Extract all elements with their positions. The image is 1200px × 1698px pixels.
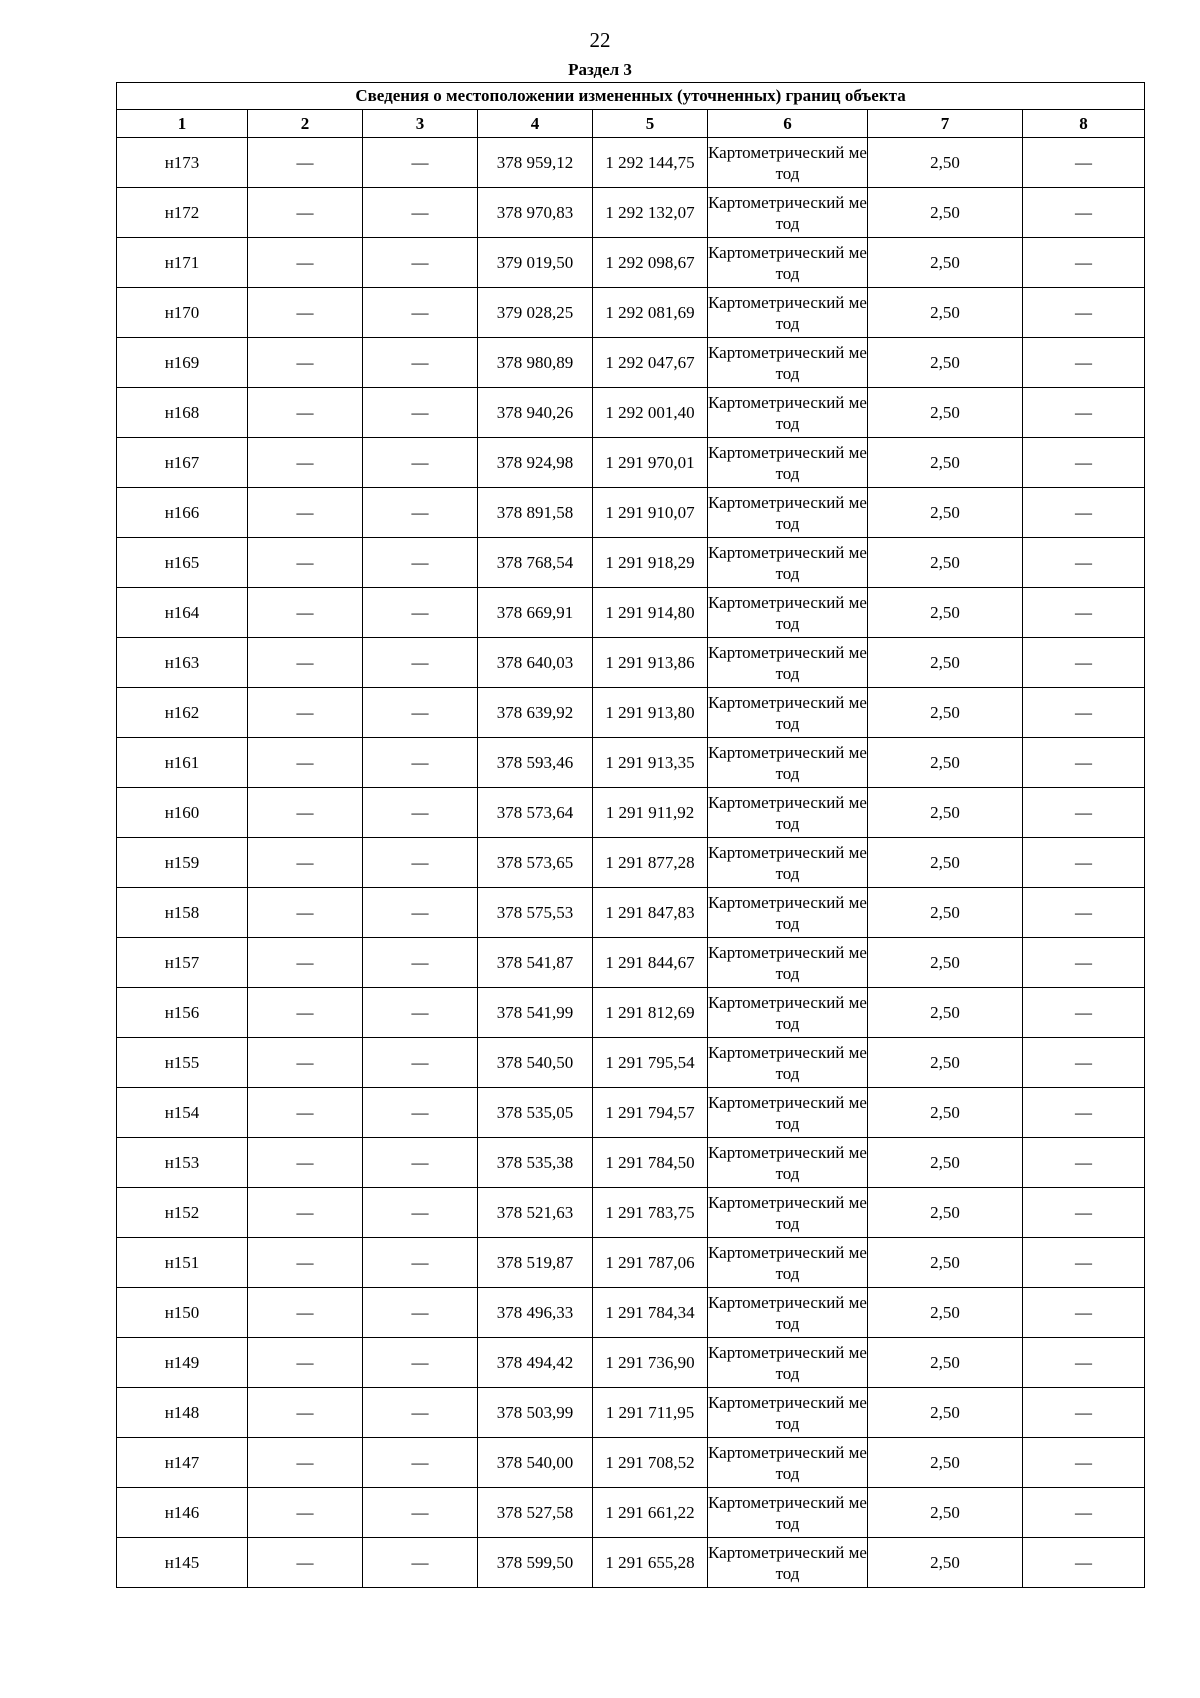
x-coordinate-cell: 378 519,87 bbox=[478, 1238, 593, 1288]
point-cell: н168 bbox=[117, 388, 248, 438]
point-cell: н148 bbox=[117, 1388, 248, 1438]
method-cell: Картометрический метод bbox=[708, 1238, 868, 1288]
col8-cell: — bbox=[1023, 638, 1145, 688]
x-coordinate-cell: 378 970,83 bbox=[478, 188, 593, 238]
point-cell: н152 bbox=[117, 1188, 248, 1238]
y-coordinate-cell: 1 291 913,86 bbox=[593, 638, 708, 688]
col8-cell: — bbox=[1023, 538, 1145, 588]
y-coordinate-cell: 1 292 081,69 bbox=[593, 288, 708, 338]
y-coordinate-cell: 1 291 970,01 bbox=[593, 438, 708, 488]
table-caption: Сведения о местоположении измененных (уточненных) границ объекта bbox=[117, 83, 1145, 110]
point-cell: н169 bbox=[117, 338, 248, 388]
col2-cell: — bbox=[248, 538, 363, 588]
y-coordinate-cell: 1 292 132,07 bbox=[593, 188, 708, 238]
accuracy-cell: 2,50 bbox=[868, 788, 1023, 838]
accuracy-cell: 2,50 bbox=[868, 888, 1023, 938]
point-cell: н158 bbox=[117, 888, 248, 938]
col3-cell: — bbox=[363, 288, 478, 338]
x-coordinate-cell: 378 980,89 bbox=[478, 338, 593, 388]
method-cell: Картометрический метод bbox=[708, 1288, 868, 1338]
method-cell: Картометрический метод bbox=[708, 388, 868, 438]
point-cell: н167 bbox=[117, 438, 248, 488]
method-cell: Картометрический метод bbox=[708, 688, 868, 738]
accuracy-cell: 2,50 bbox=[868, 538, 1023, 588]
method-cell: Картометрический метод bbox=[708, 488, 868, 538]
method-cell: Картометрический метод bbox=[708, 438, 868, 488]
table-row bbox=[117, 1538, 1145, 1588]
col3-cell: — bbox=[363, 738, 478, 788]
x-coordinate-cell: 378 541,87 bbox=[478, 938, 593, 988]
accuracy-cell: 2,50 bbox=[868, 1288, 1023, 1338]
table-row bbox=[117, 1038, 1145, 1088]
y-coordinate-cell: 1 291 911,92 bbox=[593, 788, 708, 838]
table-row bbox=[117, 1238, 1145, 1288]
method-cell: Картометрический метод bbox=[708, 338, 868, 388]
x-coordinate-cell: 378 527,58 bbox=[478, 1488, 593, 1538]
y-coordinate-cell: 1 291 736,90 bbox=[593, 1338, 708, 1388]
col3-cell: — bbox=[363, 188, 478, 238]
col2-cell: — bbox=[248, 1538, 363, 1588]
point-cell: н154 bbox=[117, 1088, 248, 1138]
col2-cell: — bbox=[248, 638, 363, 688]
col8-cell: — bbox=[1023, 138, 1145, 188]
col3-cell: — bbox=[363, 988, 478, 1038]
point-cell: н164 bbox=[117, 588, 248, 638]
col8-cell: — bbox=[1023, 438, 1145, 488]
col2-cell: — bbox=[248, 438, 363, 488]
col3-cell: — bbox=[363, 1488, 478, 1538]
point-cell: н149 bbox=[117, 1338, 248, 1388]
table-row bbox=[117, 838, 1145, 888]
col3-cell: — bbox=[363, 638, 478, 688]
y-coordinate-cell: 1 291 812,69 bbox=[593, 988, 708, 1038]
point-cell: н147 bbox=[117, 1438, 248, 1488]
col8-cell: — bbox=[1023, 688, 1145, 738]
col3-cell: — bbox=[363, 388, 478, 438]
table-row bbox=[117, 1138, 1145, 1188]
col3-cell: — bbox=[363, 1238, 478, 1288]
col8-cell: — bbox=[1023, 1288, 1145, 1338]
y-coordinate-cell: 1 291 661,22 bbox=[593, 1488, 708, 1538]
table-row bbox=[117, 388, 1145, 438]
table-row bbox=[117, 988, 1145, 1038]
col2-cell: — bbox=[248, 938, 363, 988]
accuracy-cell: 2,50 bbox=[868, 688, 1023, 738]
column-number-4: 4 bbox=[478, 110, 593, 138]
method-cell: Картометрический метод bbox=[708, 1188, 868, 1238]
point-cell: н156 bbox=[117, 988, 248, 1038]
method-cell: Картометрический метод bbox=[708, 638, 868, 688]
col2-cell: — bbox=[248, 1488, 363, 1538]
y-coordinate-cell: 1 291 784,34 bbox=[593, 1288, 708, 1338]
col8-cell: — bbox=[1023, 838, 1145, 888]
accuracy-cell: 2,50 bbox=[868, 1338, 1023, 1388]
table-row bbox=[117, 1388, 1145, 1438]
column-number-6: 6 bbox=[708, 110, 868, 138]
method-cell: Картометрический метод bbox=[708, 538, 868, 588]
col2-cell: — bbox=[248, 238, 363, 288]
section-title: Раздел 3 bbox=[568, 60, 632, 79]
col8-cell: — bbox=[1023, 888, 1145, 938]
col2-cell: — bbox=[248, 1388, 363, 1438]
boundary-coordinates-table bbox=[116, 82, 1145, 1588]
method-cell: Картометрический метод bbox=[708, 838, 868, 888]
y-coordinate-cell: 1 291 795,54 bbox=[593, 1038, 708, 1088]
point-cell: н157 bbox=[117, 938, 248, 988]
x-coordinate-cell: 378 599,50 bbox=[478, 1538, 593, 1588]
col2-cell: — bbox=[248, 288, 363, 338]
col3-cell: — bbox=[363, 1338, 478, 1388]
accuracy-cell: 2,50 bbox=[868, 588, 1023, 638]
y-coordinate-cell: 1 291 910,07 bbox=[593, 488, 708, 538]
accuracy-cell: 2,50 bbox=[868, 1238, 1023, 1288]
table-row bbox=[117, 438, 1145, 488]
col2-cell: — bbox=[248, 888, 363, 938]
method-cell: Картометрический метод bbox=[708, 888, 868, 938]
col2-cell: — bbox=[248, 388, 363, 438]
accuracy-cell: 2,50 bbox=[868, 1538, 1023, 1588]
col8-cell: — bbox=[1023, 488, 1145, 538]
page-number: 22 bbox=[589, 28, 611, 52]
x-coordinate-cell: 378 593,46 bbox=[478, 738, 593, 788]
col3-cell: — bbox=[363, 888, 478, 938]
x-coordinate-cell: 378 496,33 bbox=[478, 1288, 593, 1338]
col2-cell: — bbox=[248, 488, 363, 538]
y-coordinate-cell: 1 291 655,28 bbox=[593, 1538, 708, 1588]
accuracy-cell: 2,50 bbox=[868, 338, 1023, 388]
x-coordinate-cell: 378 575,53 bbox=[478, 888, 593, 938]
accuracy-cell: 2,50 bbox=[868, 1138, 1023, 1188]
method-cell: Картометрический метод bbox=[708, 938, 868, 988]
col2-cell: — bbox=[248, 1438, 363, 1488]
table-row bbox=[117, 538, 1145, 588]
column-number-8: 8 bbox=[1023, 110, 1145, 138]
x-coordinate-cell: 378 494,42 bbox=[478, 1338, 593, 1388]
col8-cell: — bbox=[1023, 188, 1145, 238]
col8-cell: — bbox=[1023, 238, 1145, 288]
x-coordinate-cell: 378 573,64 bbox=[478, 788, 593, 838]
x-coordinate-cell: 379 019,50 bbox=[478, 238, 593, 288]
accuracy-cell: 2,50 bbox=[868, 938, 1023, 988]
y-coordinate-cell: 1 291 787,06 bbox=[593, 1238, 708, 1288]
y-coordinate-cell: 1 292 001,40 bbox=[593, 388, 708, 438]
col8-cell: — bbox=[1023, 1538, 1145, 1588]
x-coordinate-cell: 378 521,63 bbox=[478, 1188, 593, 1238]
accuracy-cell: 2,50 bbox=[868, 288, 1023, 338]
col8-cell: — bbox=[1023, 1488, 1145, 1538]
y-coordinate-cell: 1 291 847,83 bbox=[593, 888, 708, 938]
y-coordinate-cell: 1 291 913,80 bbox=[593, 688, 708, 738]
table-row bbox=[117, 738, 1145, 788]
point-cell: н161 bbox=[117, 738, 248, 788]
point-cell: н159 bbox=[117, 838, 248, 888]
col3-cell: — bbox=[363, 238, 478, 288]
table-row bbox=[117, 638, 1145, 688]
col3-cell: — bbox=[363, 1038, 478, 1088]
method-cell: Картометрический метод bbox=[708, 1538, 868, 1588]
method-cell: Картометрический метод bbox=[708, 1488, 868, 1538]
col2-cell: — bbox=[248, 1338, 363, 1388]
x-coordinate-cell: 378 640,03 bbox=[478, 638, 593, 688]
col8-cell: — bbox=[1023, 288, 1145, 338]
x-coordinate-cell: 378 669,91 bbox=[478, 588, 593, 638]
y-coordinate-cell: 1 291 711,95 bbox=[593, 1388, 708, 1438]
col3-cell: — bbox=[363, 788, 478, 838]
method-cell: Картометрический метод bbox=[708, 1438, 868, 1488]
method-cell: Картометрический метод bbox=[708, 1388, 868, 1438]
table-row bbox=[117, 788, 1145, 838]
x-coordinate-cell: 378 535,38 bbox=[478, 1138, 593, 1188]
x-coordinate-cell: 378 891,58 bbox=[478, 488, 593, 538]
method-cell: Картометрический метод bbox=[708, 738, 868, 788]
method-cell: Картометрический метод bbox=[708, 588, 868, 638]
method-cell: Картометрический метод bbox=[708, 788, 868, 838]
col3-cell: — bbox=[363, 1188, 478, 1238]
col8-cell: — bbox=[1023, 338, 1145, 388]
y-coordinate-cell: 1 292 144,75 bbox=[593, 138, 708, 188]
column-number-5: 5 bbox=[593, 110, 708, 138]
accuracy-cell: 2,50 bbox=[868, 388, 1023, 438]
accuracy-cell: 2,50 bbox=[868, 188, 1023, 238]
x-coordinate-cell: 378 639,92 bbox=[478, 688, 593, 738]
x-coordinate-cell: 378 959,12 bbox=[478, 138, 593, 188]
point-cell: н166 bbox=[117, 488, 248, 538]
col2-cell: — bbox=[248, 1288, 363, 1338]
table-row bbox=[117, 1288, 1145, 1338]
col3-cell: — bbox=[363, 1438, 478, 1488]
x-coordinate-cell: 378 940,26 bbox=[478, 388, 593, 438]
col8-cell: — bbox=[1023, 1438, 1145, 1488]
method-cell: Картометрический метод bbox=[708, 238, 868, 288]
col2-cell: — bbox=[248, 1188, 363, 1238]
accuracy-cell: 2,50 bbox=[868, 1488, 1023, 1538]
table-row bbox=[117, 1088, 1145, 1138]
table-row bbox=[117, 1438, 1145, 1488]
method-cell: Картометрический метод bbox=[708, 1088, 868, 1138]
accuracy-cell: 2,50 bbox=[868, 838, 1023, 888]
accuracy-cell: 2,50 bbox=[868, 1188, 1023, 1238]
y-coordinate-cell: 1 291 784,50 bbox=[593, 1138, 708, 1188]
point-cell: н155 bbox=[117, 1038, 248, 1088]
table-row bbox=[117, 488, 1145, 538]
method-cell: Картометрический метод bbox=[708, 1038, 868, 1088]
accuracy-cell: 2,50 bbox=[868, 1038, 1023, 1088]
col3-cell: — bbox=[363, 438, 478, 488]
col2-cell: — bbox=[248, 1038, 363, 1088]
col3-cell: — bbox=[363, 588, 478, 638]
accuracy-cell: 2,50 bbox=[868, 738, 1023, 788]
point-cell: н171 bbox=[117, 238, 248, 288]
col3-cell: — bbox=[363, 688, 478, 738]
accuracy-cell: 2,50 bbox=[868, 488, 1023, 538]
y-coordinate-cell: 1 291 913,35 bbox=[593, 738, 708, 788]
accuracy-cell: 2,50 bbox=[868, 238, 1023, 288]
accuracy-cell: 2,50 bbox=[868, 1388, 1023, 1438]
col2-cell: — bbox=[248, 1088, 363, 1138]
column-number-2: 2 bbox=[248, 110, 363, 138]
point-cell: н150 bbox=[117, 1288, 248, 1338]
table-row bbox=[117, 238, 1145, 288]
x-coordinate-cell: 378 768,54 bbox=[478, 538, 593, 588]
col3-cell: — bbox=[363, 1288, 478, 1338]
col8-cell: — bbox=[1023, 1038, 1145, 1088]
table-row bbox=[117, 138, 1145, 188]
y-coordinate-cell: 1 291 783,75 bbox=[593, 1188, 708, 1238]
table-row bbox=[117, 188, 1145, 238]
column-number-1: 1 bbox=[117, 110, 248, 138]
y-coordinate-cell: 1 291 877,28 bbox=[593, 838, 708, 888]
col3-cell: — bbox=[363, 938, 478, 988]
col2-cell: — bbox=[248, 188, 363, 238]
table-row bbox=[117, 888, 1145, 938]
col2-cell: — bbox=[248, 788, 363, 838]
col2-cell: — bbox=[248, 1238, 363, 1288]
point-cell: н170 bbox=[117, 288, 248, 338]
col3-cell: — bbox=[363, 1388, 478, 1438]
table-row bbox=[117, 688, 1145, 738]
col8-cell: — bbox=[1023, 938, 1145, 988]
accuracy-cell: 2,50 bbox=[868, 1438, 1023, 1488]
x-coordinate-cell: 379 028,25 bbox=[478, 288, 593, 338]
col8-cell: — bbox=[1023, 388, 1145, 438]
accuracy-cell: 2,50 bbox=[868, 988, 1023, 1038]
col2-cell: — bbox=[248, 988, 363, 1038]
point-cell: н172 bbox=[117, 188, 248, 238]
table-row bbox=[117, 1338, 1145, 1388]
method-cell: Картометрический метод bbox=[708, 288, 868, 338]
col8-cell: — bbox=[1023, 1088, 1145, 1138]
point-cell: н153 bbox=[117, 1138, 248, 1188]
point-cell: н163 bbox=[117, 638, 248, 688]
x-coordinate-cell: 378 924,98 bbox=[478, 438, 593, 488]
accuracy-cell: 2,50 bbox=[868, 638, 1023, 688]
point-cell: н173 bbox=[117, 138, 248, 188]
accuracy-cell: 2,50 bbox=[868, 138, 1023, 188]
x-coordinate-cell: 378 573,65 bbox=[478, 838, 593, 888]
x-coordinate-cell: 378 540,00 bbox=[478, 1438, 593, 1488]
col8-cell: — bbox=[1023, 1188, 1145, 1238]
table-row bbox=[117, 288, 1145, 338]
point-cell: н151 bbox=[117, 1238, 248, 1288]
y-coordinate-cell: 1 292 047,67 bbox=[593, 338, 708, 388]
method-cell: Картометрический метод bbox=[708, 188, 868, 238]
col8-cell: — bbox=[1023, 1388, 1145, 1438]
col8-cell: — bbox=[1023, 1338, 1145, 1388]
accuracy-cell: 2,50 bbox=[868, 438, 1023, 488]
y-coordinate-cell: 1 291 914,80 bbox=[593, 588, 708, 638]
col2-cell: — bbox=[248, 738, 363, 788]
col2-cell: — bbox=[248, 1138, 363, 1188]
point-cell: н160 bbox=[117, 788, 248, 838]
accuracy-cell: 2,50 bbox=[868, 1088, 1023, 1138]
x-coordinate-cell: 378 541,99 bbox=[478, 988, 593, 1038]
col3-cell: — bbox=[363, 338, 478, 388]
y-coordinate-cell: 1 291 844,67 bbox=[593, 938, 708, 988]
point-cell: н165 bbox=[117, 538, 248, 588]
col8-cell: — bbox=[1023, 788, 1145, 838]
table-body bbox=[117, 138, 1145, 1588]
col3-cell: — bbox=[363, 488, 478, 538]
column-number-row bbox=[117, 110, 1145, 138]
col8-cell: — bbox=[1023, 588, 1145, 638]
point-cell: н145 bbox=[117, 1538, 248, 1588]
table-row bbox=[117, 588, 1145, 638]
y-coordinate-cell: 1 291 794,57 bbox=[593, 1088, 708, 1138]
point-cell: н146 bbox=[117, 1488, 248, 1538]
point-cell: н162 bbox=[117, 688, 248, 738]
col3-cell: — bbox=[363, 1538, 478, 1588]
col8-cell: — bbox=[1023, 1138, 1145, 1188]
column-number-3: 3 bbox=[363, 110, 478, 138]
col8-cell: — bbox=[1023, 738, 1145, 788]
x-coordinate-cell: 378 535,05 bbox=[478, 1088, 593, 1138]
method-cell: Картометрический метод bbox=[708, 1338, 868, 1388]
y-coordinate-cell: 1 291 918,29 bbox=[593, 538, 708, 588]
col8-cell: — bbox=[1023, 1238, 1145, 1288]
method-cell: Картометрический метод bbox=[708, 138, 868, 188]
col2-cell: — bbox=[248, 338, 363, 388]
table-row bbox=[117, 1488, 1145, 1538]
col3-cell: — bbox=[363, 838, 478, 888]
col2-cell: — bbox=[248, 588, 363, 638]
x-coordinate-cell: 378 540,50 bbox=[478, 1038, 593, 1088]
col3-cell: — bbox=[363, 1088, 478, 1138]
col2-cell: — bbox=[248, 688, 363, 738]
col3-cell: — bbox=[363, 538, 478, 588]
col3-cell: — bbox=[363, 1138, 478, 1188]
col3-cell: — bbox=[363, 138, 478, 188]
method-cell: Картометрический метод bbox=[708, 988, 868, 1038]
col8-cell: — bbox=[1023, 988, 1145, 1038]
method-cell: Картометрический метод bbox=[708, 1138, 868, 1188]
column-number-7: 7 bbox=[868, 110, 1023, 138]
table-row bbox=[117, 338, 1145, 388]
table-row bbox=[117, 1188, 1145, 1238]
y-coordinate-cell: 1 292 098,67 bbox=[593, 238, 708, 288]
col2-cell: — bbox=[248, 838, 363, 888]
y-coordinate-cell: 1 291 708,52 bbox=[593, 1438, 708, 1488]
col2-cell: — bbox=[248, 138, 363, 188]
table-row bbox=[117, 938, 1145, 988]
x-coordinate-cell: 378 503,99 bbox=[478, 1388, 593, 1438]
